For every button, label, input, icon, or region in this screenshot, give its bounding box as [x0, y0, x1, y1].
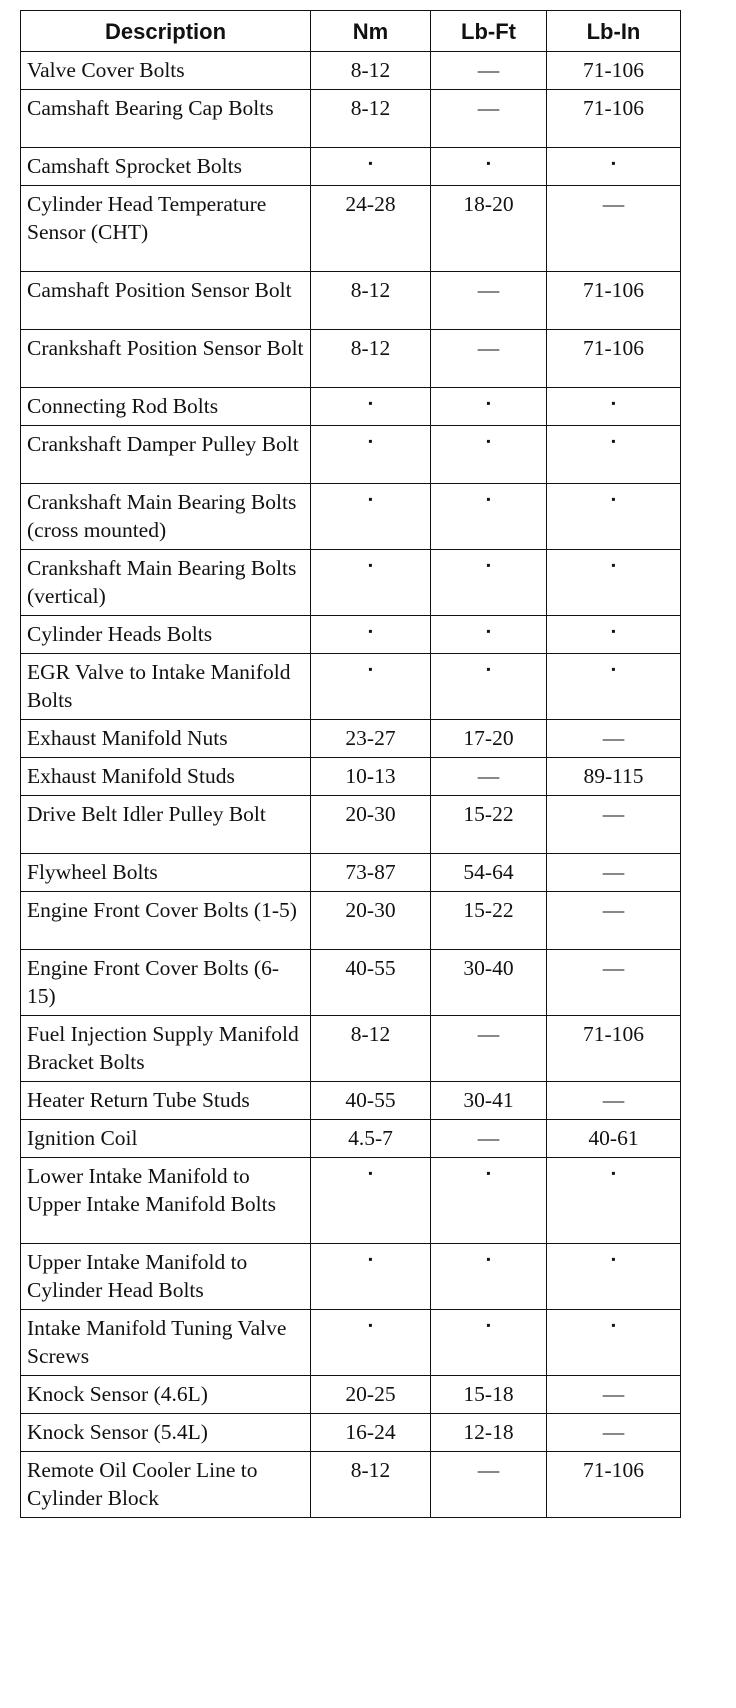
- cell-lb-in: —: [547, 1376, 681, 1414]
- cell-nm: 4.5-7: [311, 1120, 431, 1158]
- cell-description: Knock Sensor (4.6L): [21, 1376, 311, 1414]
- table-row: [21, 148, 681, 186]
- cell-description: Connecting Rod Bolts: [21, 388, 311, 426]
- cell-lb-in: —: [547, 796, 681, 854]
- cell-description: Knock Sensor (5.4L): [21, 1414, 311, 1452]
- cell-description: Crankshaft Main Bearing Bolts (vertical): [21, 550, 311, 616]
- cell-lb-in: ▪: [547, 654, 681, 720]
- cell-description: Exhaust Manifold Studs: [21, 758, 311, 796]
- table-row: [21, 550, 681, 616]
- cell-nm: ▪: [311, 616, 431, 654]
- cell-lb-in: ▪: [547, 388, 681, 426]
- table-body: [21, 52, 681, 1518]
- table-row: [21, 1120, 681, 1158]
- cell-lb-ft: 30-41: [431, 1082, 547, 1120]
- table-row: [21, 1244, 681, 1310]
- table-row: [21, 186, 681, 272]
- cell-nm: 40-55: [311, 950, 431, 1016]
- cell-nm: 20-30: [311, 892, 431, 950]
- cell-nm: ▪: [311, 148, 431, 186]
- cell-description: Lower Intake Manifold to Upper Intake Manifold Bolts: [21, 1158, 311, 1244]
- cell-nm: 8-12: [311, 1016, 431, 1082]
- cell-description: Cylinder Head Temperature Sensor (CHT): [21, 186, 311, 272]
- cell-lb-ft: ▪: [431, 1158, 547, 1244]
- cell-lb-in: 71-106: [547, 1452, 681, 1518]
- cell-nm: 24-28: [311, 186, 431, 272]
- cell-lb-in: 89-115: [547, 758, 681, 796]
- cell-description: Engine Front Cover Bolts (6-15): [21, 950, 311, 1016]
- cell-nm: ▪: [311, 484, 431, 550]
- cell-lb-in: ▪: [547, 1310, 681, 1376]
- cell-nm: ▪: [311, 654, 431, 720]
- cell-lb-in: ▪: [547, 148, 681, 186]
- cell-nm: 40-55: [311, 1082, 431, 1120]
- cell-description: Upper Intake Manifold to Cylinder Head Bolts: [21, 1244, 311, 1310]
- cell-lb-in: ▪: [547, 426, 681, 484]
- table-row: [21, 52, 681, 90]
- table-row: [21, 1310, 681, 1376]
- cell-description: Intake Manifold Tuning Valve Screws: [21, 1310, 311, 1376]
- cell-lb-in: —: [547, 854, 681, 892]
- table-row: [21, 950, 681, 1016]
- cell-description: Heater Return Tube Studs: [21, 1082, 311, 1120]
- table-row: [21, 758, 681, 796]
- cell-description: Remote Oil Cooler Line to Cylinder Block: [21, 1452, 311, 1518]
- cell-nm: 8-12: [311, 330, 431, 388]
- cell-description: Fuel Injection Supply Manifold Bracket Bolts: [21, 1016, 311, 1082]
- cell-description: Crankshaft Position Sensor Bolt: [21, 330, 311, 388]
- cell-lb-in: ▪: [547, 1244, 681, 1310]
- table-row: [21, 616, 681, 654]
- cell-description: Ignition Coil: [21, 1120, 311, 1158]
- cell-lb-in: 71-106: [547, 90, 681, 148]
- header-nm: Nm: [311, 11, 431, 52]
- table-row: [21, 1158, 681, 1244]
- cell-lb-in: 40-61: [547, 1120, 681, 1158]
- table-row: [21, 272, 681, 330]
- cell-description: Drive Belt Idler Pulley Bolt: [21, 796, 311, 854]
- cell-description: Crankshaft Damper Pulley Bolt: [21, 426, 311, 484]
- cell-description: Camshaft Sprocket Bolts: [21, 148, 311, 186]
- cell-description: Engine Front Cover Bolts (1-5): [21, 892, 311, 950]
- cell-lb-ft: —: [431, 758, 547, 796]
- cell-lb-ft: 18-20: [431, 186, 547, 272]
- cell-nm: 10-13: [311, 758, 431, 796]
- cell-lb-in: —: [547, 1082, 681, 1120]
- cell-nm: ▪: [311, 1310, 431, 1376]
- cell-lb-ft: ▪: [431, 388, 547, 426]
- cell-lb-ft: —: [431, 330, 547, 388]
- cell-lb-in: —: [547, 1414, 681, 1452]
- table-row: [21, 484, 681, 550]
- cell-lb-ft: —: [431, 52, 547, 90]
- cell-lb-ft: —: [431, 272, 547, 330]
- cell-lb-ft: ▪: [431, 1310, 547, 1376]
- cell-lb-ft: 15-22: [431, 892, 547, 950]
- cell-nm: 23-27: [311, 720, 431, 758]
- cell-nm: 8-12: [311, 90, 431, 148]
- torque-spec-table-container: [20, 10, 680, 1518]
- cell-nm: 73-87: [311, 854, 431, 892]
- cell-nm: ▪: [311, 1158, 431, 1244]
- cell-lb-ft: —: [431, 1452, 547, 1518]
- table-row: [21, 654, 681, 720]
- cell-description: Camshaft Bearing Cap Bolts: [21, 90, 311, 148]
- cell-lb-ft: ▪: [431, 616, 547, 654]
- header-description: Description: [21, 11, 311, 52]
- table-header: [21, 11, 681, 52]
- cell-lb-ft: 12-18: [431, 1414, 547, 1452]
- cell-lb-in: ▪: [547, 550, 681, 616]
- header-row: [21, 11, 681, 52]
- cell-lb-in: —: [547, 892, 681, 950]
- cell-nm: 8-12: [311, 52, 431, 90]
- cell-lb-ft: 30-40: [431, 950, 547, 1016]
- cell-description: Flywheel Bolts: [21, 854, 311, 892]
- cell-lb-ft: 15-18: [431, 1376, 547, 1414]
- cell-lb-in: ▪: [547, 1158, 681, 1244]
- table-row: [21, 1016, 681, 1082]
- cell-lb-in: 71-106: [547, 1016, 681, 1082]
- cell-description: Valve Cover Bolts: [21, 52, 311, 90]
- cell-nm: ▪: [311, 426, 431, 484]
- table-row: [21, 854, 681, 892]
- cell-lb-ft: —: [431, 90, 547, 148]
- header-lb-ft: Lb-Ft: [431, 11, 547, 52]
- cell-lb-ft: ▪: [431, 484, 547, 550]
- cell-lb-in: —: [547, 186, 681, 272]
- cell-lb-ft: 17-20: [431, 720, 547, 758]
- table-row: [21, 1414, 681, 1452]
- cell-description: Crankshaft Main Bearing Bolts (cross mounted): [21, 484, 311, 550]
- cell-lb-in: 71-106: [547, 272, 681, 330]
- cell-lb-in: 71-106: [547, 330, 681, 388]
- cell-nm: 20-25: [311, 1376, 431, 1414]
- cell-nm: ▪: [311, 1244, 431, 1310]
- table-row: [21, 90, 681, 148]
- cell-lb-in: —: [547, 950, 681, 1016]
- cell-lb-ft: —: [431, 1120, 547, 1158]
- cell-lb-in: ▪: [547, 616, 681, 654]
- cell-lb-in: —: [547, 720, 681, 758]
- table-row: [21, 796, 681, 854]
- cell-lb-ft: ▪: [431, 1244, 547, 1310]
- cell-description: Cylinder Heads Bolts: [21, 616, 311, 654]
- table-row: [21, 1376, 681, 1414]
- cell-lb-in: ▪: [547, 484, 681, 550]
- header-lb-in: Lb-In: [547, 11, 681, 52]
- cell-description: EGR Valve to Intake Manifold Bolts: [21, 654, 311, 720]
- cell-lb-ft: 15-22: [431, 796, 547, 854]
- cell-lb-ft: ▪: [431, 426, 547, 484]
- torque-spec-table: [20, 10, 681, 1518]
- cell-nm: 8-12: [311, 272, 431, 330]
- table-row: [21, 426, 681, 484]
- table-row: [21, 1452, 681, 1518]
- cell-description: Camshaft Position Sensor Bolt: [21, 272, 311, 330]
- table-row: [21, 388, 681, 426]
- cell-nm: 8-12: [311, 1452, 431, 1518]
- cell-nm: ▪: [311, 388, 431, 426]
- cell-nm: 20-30: [311, 796, 431, 854]
- table-row: [21, 330, 681, 388]
- table-row: [21, 1082, 681, 1120]
- table-row: [21, 892, 681, 950]
- cell-lb-ft: —: [431, 1016, 547, 1082]
- cell-lb-in: 71-106: [547, 52, 681, 90]
- cell-nm: ▪: [311, 550, 431, 616]
- table-row: [21, 720, 681, 758]
- cell-lb-ft: 54-64: [431, 854, 547, 892]
- cell-description: Exhaust Manifold Nuts: [21, 720, 311, 758]
- cell-lb-ft: ▪: [431, 148, 547, 186]
- cell-lb-ft: ▪: [431, 550, 547, 616]
- cell-nm: 16-24: [311, 1414, 431, 1452]
- cell-lb-ft: ▪: [431, 654, 547, 720]
